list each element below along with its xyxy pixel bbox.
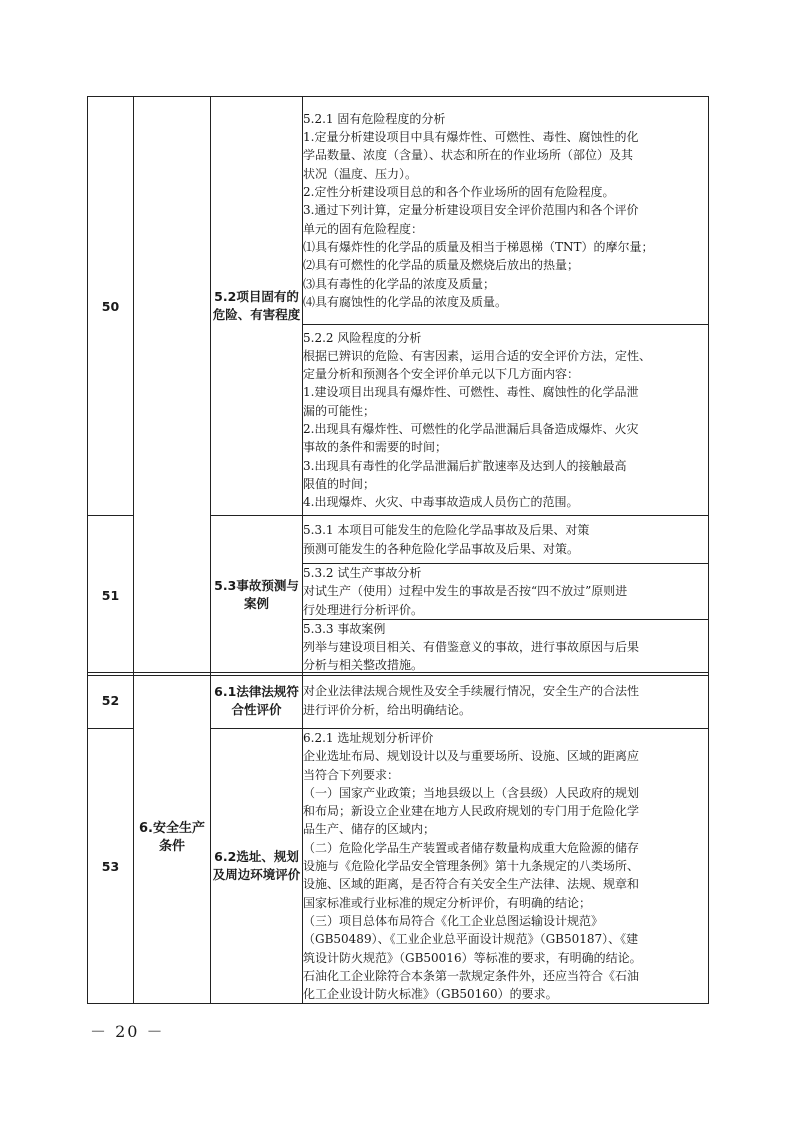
content-line: 对企业法律法规合规性及安全手续履行情况，安全生产的合法性 — [303, 684, 640, 699]
content-block — [303, 516, 709, 564]
content-line: 进行评价分析，给出明确结论。 — [303, 702, 472, 717]
sub-item-cell: 6.2选址、规划及周边环境评价 — [211, 729, 303, 1004]
content-line: 国家标准或行业标准的规定分析评价，有明确的结论； — [303, 895, 592, 910]
content-line: （GB50489）、《工业企业总平面设计规范》（GB50187）、《建 — [303, 932, 639, 947]
content-block — [303, 564, 709, 620]
content-line: 2.定性分析建设项目总的和各个作业场所的固有危险程度。 — [303, 185, 615, 200]
content-line: 预测可能发生的各种危险化学品事故及后果、对策。 — [303, 541, 580, 556]
content-block — [303, 619, 709, 675]
content-line: 设施与《危险化学品安全管理条例》第十九条规定的八类场所、 — [303, 859, 640, 874]
content-line: 6.2.1 选址规划分析评价 — [303, 731, 434, 745]
content-line: 企业选址布局、规划设计以及与重要场所、设施、区域的距离应 — [303, 749, 640, 764]
row-number: 50 — [88, 97, 134, 516]
content-line: 5.3.2 试生产事故分析 — [303, 566, 422, 580]
content-line: （三）项目总体布局符合《化工企业总图运输设计规范》 — [303, 913, 604, 928]
content-line: 石油化工企业除符合本条第一款规定条件外，还应当符合《石油 — [303, 968, 640, 983]
page-number: － 20 － — [90, 1022, 165, 1041]
content-line: 定量分析和预测各个安全评价单元以下几方面内容： — [303, 367, 580, 382]
category-cell: 6.安全生产条件 — [134, 673, 211, 1004]
content-line: 学品数量、浓度（含量）、状态和所在的作业场所（部位）及其 — [303, 148, 634, 163]
content-block — [303, 97, 709, 325]
content-line: 1.建设项目出现具有爆炸性、可燃性、毒性、腐蚀性的化学品泄 — [303, 385, 639, 400]
content-line: 漏的可能性； — [303, 403, 376, 418]
content-line: 根据已辨识的危险、有害因素，运用合适的安全评价方法，定性、 — [303, 348, 652, 363]
sub-item-cell: 6.1法律法规符合性评价 — [211, 673, 303, 729]
content-line: 1.定量分析建设项目中具有爆炸性、可燃性、毒性、腐蚀性的化 — [303, 130, 639, 145]
content-line: 列举与建设项目相关、有借鉴意义的事故，进行事故原因与后果 — [303, 640, 640, 655]
sub-item-cell: 5.2项目固有的危险、有害程度 — [211, 97, 303, 516]
content-line: 2.出现具有爆炸性、可燃性的化学品泄漏后具备造成爆炸、火灾 — [303, 422, 639, 436]
content-line: ⑷具有腐蚀性的化学品的浓度及质量。 — [303, 294, 508, 309]
content-line: （二）危险化学品生产装置或者储存数量构成重大危险源的储存 — [303, 840, 640, 855]
content-line: （一）国家产业政策；当地县级以上（含县级）人民政府的规划 — [303, 785, 640, 800]
row-number: 53 — [88, 729, 134, 1004]
content-line: 限值的时间； — [303, 476, 376, 491]
content-line: ⑵具有可燃性的化学品的质量及燃烧后放出的热量； — [303, 258, 580, 273]
content-line: 状况（温度、压力）。 — [303, 166, 418, 181]
content-line: 事故的条件和需要的时间； — [303, 440, 448, 455]
content-line: 当符合下列要求： — [303, 767, 400, 782]
requirements-table-part2 — [87, 672, 709, 1004]
content-line: 和布局；新设立企业建在地方人民政府规划的专门用于危险化学 — [303, 804, 640, 819]
content-line: 品生产、储存的区域内； — [303, 822, 436, 837]
content-line: 5.2.1 固有危险程度的分析 — [303, 111, 446, 126]
row-number: 51 — [88, 516, 134, 676]
requirements-table — [87, 96, 709, 676]
content-line: 3.出现具有毒性的化学品泄漏后扩散速率及达到人的接触最高 — [303, 458, 627, 473]
content-line: 行处理进行分析评价。 — [303, 602, 424, 617]
content-line: ⑶具有毒性的化学品的浓度及质量； — [303, 276, 496, 291]
content-line: 分析与相关整改措施。 — [303, 658, 424, 673]
content-block — [303, 729, 709, 1004]
content-line: 5.3.1 本项目可能发生的危险化学品事故及后果、对策 — [303, 523, 590, 538]
content-line: 单元的固有危险程度： — [303, 221, 424, 236]
content-line: 对试生产（使用）过程中发生的事故是否按“四不放过”原则进 — [303, 584, 628, 599]
content-line: 设施、区域的距离，是否符合有关安全生产法律、法规、规章和 — [303, 877, 640, 892]
content-block — [303, 325, 709, 516]
content-block — [303, 673, 709, 729]
row-number: 52 — [88, 673, 134, 729]
content-line: 化工企业设计防火标准》（GB50160）的要求。 — [303, 987, 558, 1002]
content-line: 4.出现爆炸、火灾、中毒事故造成人员伤亡的范围。 — [303, 495, 579, 510]
content-line: 5.3.3 事故案例 — [303, 621, 386, 636]
content-line: 3.通过下列计算，定量分析建设项目安全评价范围内和各个评价 — [303, 203, 639, 218]
content-line: ⑴具有爆炸性的化学品的质量及相当于梯恩梯（TNT）的摩尔量； — [303, 239, 654, 254]
category-cell-empty — [134, 97, 211, 676]
sub-item-cell: 5.3事故预测与案例 — [211, 516, 303, 676]
content-line: 5.2.2 风险程度的分析 — [303, 330, 422, 345]
content-line: 筑设计防火规范》（GB50016）等标准的要求，有明确的结论。 — [303, 950, 642, 965]
